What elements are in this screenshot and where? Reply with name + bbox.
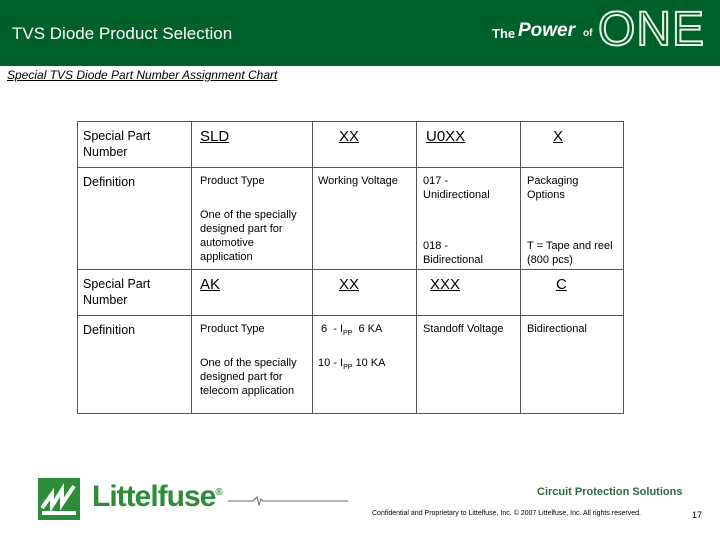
ipp-6ka: $6 - I_{PP}$ 6 KA (321, 323, 383, 338)
part-code-u0xx: U0XX (426, 128, 466, 145)
column-divider (416, 122, 417, 413)
littelfuse-wordmark: Littelfuse® (92, 480, 222, 513)
part-code-xxx: XXX (430, 276, 461, 293)
row-divider (78, 269, 623, 270)
brand-of: of (583, 28, 593, 39)
part-code-x: X (553, 128, 564, 145)
column-divider (520, 122, 521, 413)
def-automotive-note: One of the specially designed part for automotive application (200, 209, 297, 263)
column-divider (191, 122, 192, 413)
littelfuse-mark-icon (38, 478, 80, 520)
def-bidirectional-2: Bidirectional (527, 323, 587, 335)
row-divider (78, 315, 623, 316)
part-number-table (77, 121, 624, 414)
page-number: 17 (692, 510, 703, 520)
def-standoff-voltage: Standoff Voltage (423, 323, 504, 335)
part-code-c: C (556, 276, 567, 293)
circuit-protection-tagline: Circuit Protection Solutions (537, 486, 683, 498)
chart-subtitle: Special TVS Diode Part Number Assignment Chart (7, 68, 278, 82)
def-bidirectional: 018 - Bidirectional (423, 240, 483, 266)
row-label-part-number: Special Part Number (83, 129, 151, 159)
brand-one: ONE (598, 3, 706, 56)
slide-title: TVS Diode Product Selection (12, 24, 233, 43)
part-code-xx-2: XX (339, 276, 360, 293)
def-product-type: Product Type (200, 175, 265, 187)
part-code-ak: AK (200, 276, 221, 293)
def-packaging-options: Packaging Options (527, 175, 579, 201)
part-code-sld: SLD (200, 128, 230, 145)
header-bar (0, 0, 720, 66)
def-telecom-note: One of the specially designed part for telecom application (200, 357, 297, 397)
def-working-voltage: Working Voltage (318, 175, 398, 187)
power-of-one-logo (492, 3, 706, 60)
part-code-xx: XX (339, 128, 360, 145)
column-divider (312, 122, 313, 413)
ipp-10ka: $10 - I_{PP}$ 10 KA (318, 357, 386, 372)
def-unidirectional: 017 - Unidirectional (423, 175, 490, 201)
brand-the: The (492, 26, 516, 41)
confidential-notice: Confidential and Proprietary to Littelfuse, Inc. © 2007 Littelfuse, Inc. All rights reserved. (372, 510, 641, 517)
def-tape-and-reel: T = Tape and reel (800 pcs) (527, 240, 613, 266)
def-product-type-2: Product Type (200, 323, 265, 335)
row-label-part-number-2: Special Part Number (83, 277, 151, 307)
row-label-definition-2: Definition (83, 323, 136, 337)
row-divider (78, 167, 623, 168)
brand-power: Power (518, 20, 576, 41)
row-label-definition: Definition (83, 175, 136, 189)
